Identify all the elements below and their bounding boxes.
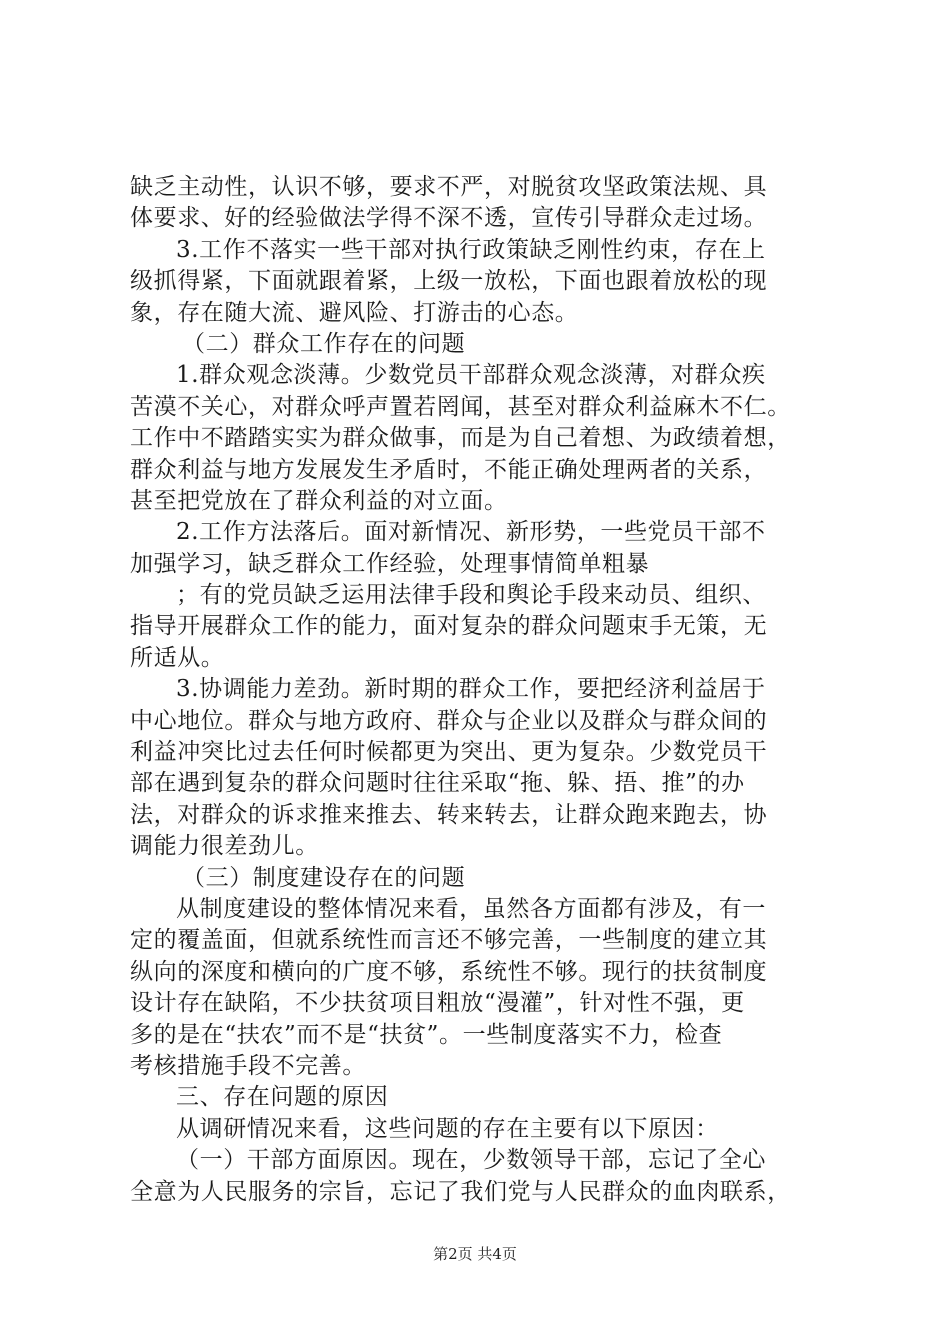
text-line: ；有的党员缺乏运用法律手段和舆论手段来动员、组织、 xyxy=(176,582,766,609)
document-body xyxy=(130,172,830,1208)
text-line: 缺乏主动性，认识不够，要求不严，对脱贫攻坚政策法规、具 xyxy=(130,174,768,200)
text-line: 象，存在随大流、避风险、打游击的心态。 xyxy=(130,299,579,326)
text-line: 纵向的深度和横向的广度不够，系统性不够。现行的扶贫制度 xyxy=(130,958,768,985)
text-line: （二）群众工作存在的问题 xyxy=(182,330,466,357)
text-line: 工作中不踏踏实实为群众做事，而是为自己着想、为政绩着想， xyxy=(130,425,791,452)
text-line: 3.协调能力差劲。新时期的群众工作，要把经济利益居于 xyxy=(176,676,766,703)
text-line: 三、存在问题的原因 xyxy=(176,1084,389,1111)
text-line: 设计存在缺陷，不少扶贫项目粗放“漫灌”，针对性不强，更 xyxy=(130,990,745,1017)
text-line: （三）制度建设存在的问题 xyxy=(182,864,466,891)
text-line: 苦漠不关心，对群众呼声置若罔闻，甚至对群众利益麻木不仁。 xyxy=(130,393,791,420)
text-line: 1.群众观念淡薄。少数党员干部群众观念淡薄，对群众疾 xyxy=(176,362,766,389)
text-line: 部在遇到复杂的群众问题时往往采取“拖、躲、捂、推”的办 xyxy=(130,770,745,797)
text-line: （一）干部方面原因。现在，少数领导干部，忘记了全心 xyxy=(176,1147,766,1174)
text-line: 级抓得紧，下面就跟着紧，上级一放松，下面也跟着放松的现 xyxy=(130,268,768,295)
text-line: 定的覆盖面，但就系统性而言还不够完善，一些制度的建立其 xyxy=(130,927,768,954)
text-line: 加强学习，缺乏群众工作经验，处理事情简单粗暴 xyxy=(130,550,650,577)
text-line: 利益冲突比过去任何时候都更为突出、更为复杂。少数党员干 xyxy=(130,739,768,766)
text-line: 调能力很差劲儿。 xyxy=(130,833,319,860)
text-line: 考核措施手段不完善。 xyxy=(130,1052,366,1079)
text-line: 全意为人民服务的宗旨，忘记了我们党与人民群众的血肉联系， xyxy=(130,1178,791,1205)
text-line: 指导开展群众工作的能力，面对复杂的群众问题束手无策，无 xyxy=(130,613,768,640)
text-line: 法，对群众的诉求推来推去、转来转去，让群众跑来跑去，协 xyxy=(130,801,768,828)
text-line: 从制度建设的整体情况来看，虽然各方面都有涉及，有一 xyxy=(176,895,766,922)
text-line: 3.工作不落实一些干部对执行政策缺乏刚性约束，存在上 xyxy=(176,236,766,263)
text-line: 2.工作方法落后。面对新情况、新形势，一些党员干部不 xyxy=(176,519,766,546)
page-footer: 第2页 共4页 xyxy=(433,1245,517,1263)
text-line: 多的是在“扶农”而不是“扶贫”。一些制度落实不力，检查 xyxy=(130,1021,723,1048)
text-line: 从调研情况来看，这些问题的存在主要有以下原因： xyxy=(176,1115,719,1142)
text-line: 群众利益与地方发展发生矛盾时，不能正确处理两者的关系， xyxy=(130,456,768,483)
text-line: 所适从。 xyxy=(130,644,225,671)
text-line: 体要求、好的经验做法学得不深不透，宣传引导群众走过场。 xyxy=(130,205,768,232)
text-line: 甚至把党放在了群众利益的对立面。 xyxy=(130,487,508,514)
text-line: 中心地位。群众与地方政府、群众与企业以及群众与群众间的 xyxy=(130,707,768,734)
